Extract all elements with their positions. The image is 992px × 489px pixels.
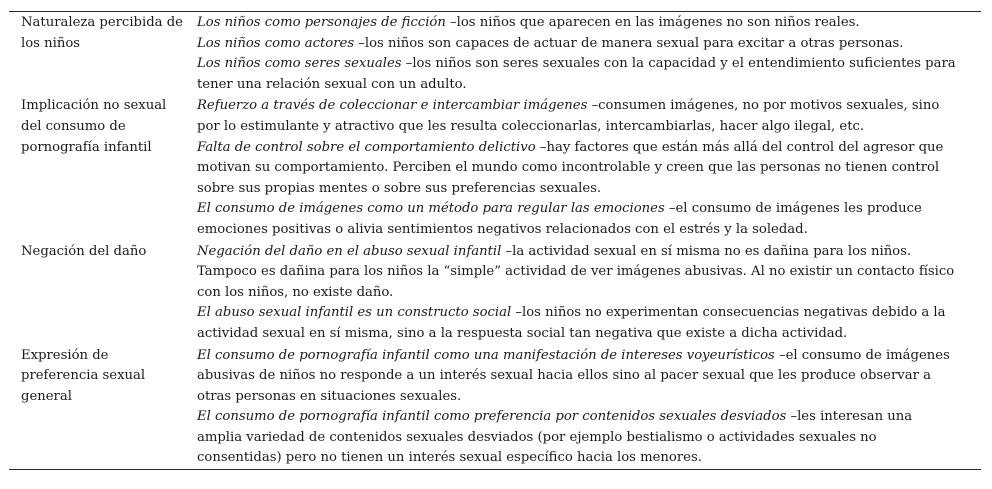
entry-text: –la actividad sexual en sí misma no es dañina para los niños. Tampoco es dañina para los niños la “simple” actividad de ver imágenes abusivas. Al no existir un contacto físico con los niños, no existe daño. [197, 243, 955, 300]
entry-text: –los niños no experimentan consecuencias negativas debido a la actividad sexual en sí misma, sino a la respuesta social tan negativa que existe a dicha actividad. [197, 305, 946, 341]
category-cell: Naturaleza percibida de los niños [21, 15, 183, 51]
list-item [197, 34, 957, 55]
entry-text: –el consumo de imágenes abusivas de niños no responde a un interés sexual hacia ellos sino al pacer sexual que les produce observar a otras personas en situaciones sexuales. [197, 347, 950, 404]
entry-term: Los niños como personajes de ficción [197, 15, 446, 30]
table-bottom-rule [9, 469, 981, 470]
table-body [9, 12, 981, 469]
entry-term: Negación del daño en el abuso sexual infantil [197, 243, 502, 259]
description-cell [197, 241, 981, 345]
entry-term: El consumo de pornografía infantil como una manifestación de intereses voyeurísticos [197, 347, 775, 363]
list-item [197, 346, 957, 408]
entry-term: Falta de control sobre el comportamiento delictivo [197, 139, 536, 155]
entry-text: –los niños son capaces de actuar de manera sexual para excitar a otras personas. [354, 35, 904, 51]
list-item [197, 242, 957, 304]
entry-text: –los niños son seres sexuales con la capacidad y el entendimiento suficientes para tener una relación sexual con un adulto. [197, 56, 956, 92]
table-row [9, 345, 981, 470]
table-row [9, 12, 981, 95]
description-cell [197, 345, 981, 470]
category-cell: Implicación no sexual del consumo de pornografía infantil [21, 98, 167, 155]
entry-text: –los niños que aparecen en las imágenes no son niños reales. [445, 15, 860, 30]
entry-text: –hay factores que están más allá del control del agresor que motivan su comportamiento. Perciben el mundo como incontrolable y creen que las personas no tienen control sobre sus propias mentes o sobre sus preferencias sexuales. [197, 139, 944, 196]
table-row [9, 241, 981, 345]
list-item [197, 96, 957, 137]
entry-term: Los niños como actores [197, 35, 355, 51]
category-cell: Expresión de preferencia sexual general [21, 347, 146, 404]
entry-text: –les interesan una amplia variedad de contenidos sexuales desviados (por ejemplo bestialismo o actividades sexuales no consentidas) pero no tienen un interés sexual específico hacia los menores. [197, 409, 913, 466]
category-cell: Negación del daño [21, 243, 147, 259]
description-cell [197, 95, 981, 240]
description-cell [197, 12, 981, 95]
entry-text: –consumen imágenes, no por motivos sexuales, sino por lo estimulante y atractivo que les resulta coleccionarlas, intercambiarlas, hacer algo ilegal, etc. [197, 98, 940, 134]
list-item [197, 303, 957, 344]
entry-term: El abuso sexual infantil es un constructo social [197, 305, 512, 321]
cognitive-distortions-table [9, 11, 981, 470]
list-item [197, 407, 957, 469]
entry-term: El consumo de imágenes como un método para regular las emociones [197, 201, 665, 217]
entry-term: Refuerzo a través de coleccionar e intercambiar imágenes [197, 98, 588, 114]
table-row [9, 95, 981, 240]
list-item [197, 199, 957, 240]
entry-text: –el consumo de imágenes les produce emociones positivas o alivia sentimientos negativos relacionados con el estrés y la soledad. [197, 201, 922, 237]
list-item [197, 54, 957, 95]
list-item [197, 13, 957, 34]
entry-term: El consumo de pornografía infantil como preferencia por contenidos sexuales desviados [197, 409, 787, 425]
list-item [197, 138, 957, 200]
entry-term: Los niños como seres sexuales [197, 56, 402, 72]
